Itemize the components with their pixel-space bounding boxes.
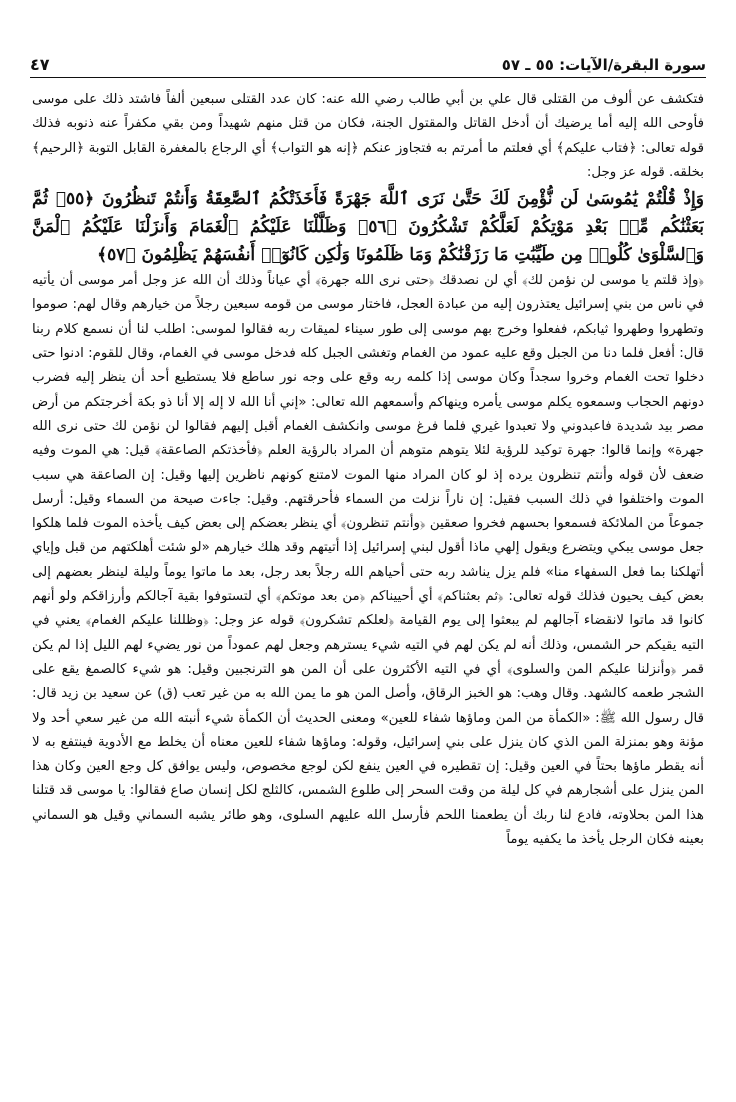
commentary-body <box>32 88 704 1084</box>
header-rule <box>30 77 706 78</box>
page-number: ٤٧ <box>30 55 50 74</box>
running-header <box>30 44 706 74</box>
paragraph-tafsir: ﴿وإذ قلتم يا موسى لن نؤمن لك﴾ أي لن نصدقك ﴿حتى نرى الله جهرة﴾ أي عياناً وذلك أن الله عز وجل أمر موسى أن يأتيه في ناس من بني إسرائيل يعتذرون إليه من عبادة العجل، فاختار موسى من قومه سبعين رجلاً من خيارهم وقال لهم: صوموا وتطهروا وطهروا ثيابكم، ففعلوا وخرج بهم موسى إلى طور سيناء لميقات ربه فقالوا لموسى: اطلب لنا أن نسمع كلام ربنا قال: أفعل فلما دنا من الجبل وقع عليه عمود من الغمام وتغشى الجبل كله فدخل موسى في الغمام، وقال للقوم: ادنوا حتى دخلوا تحت الغمام وخروا سجداً وكان موسى إذا كلمه ربه وقع على وجه نور ساطع فلا يستطيع أحد أن ينظر إليه فضرب دونهم الحجاب وسمعوه يكلم موسى يأمره وينهاكم وأسمعهم الله تعالى: «إني أنا الله لا إله إلا أنا ذو بكة أخرجتكم من أرض مصر بيد شديدة فاعبدوني ولا تعبدوا غيري فلما فرغ موسى وانكشف الغمام أقبل إليهم فقالوا لن نؤمن لك حتى نرى الله جهرة» وإنما قالوا: جهرة توكيد للرؤية لئلا يتوهم متوهم أن المراد بالرؤية العلم ﴿فأخذتكم الصاعقة﴾ قيل: هي الموت وفيه ضعف لأن قوله وأنتم تنظرون يرده إذ لو كان المراد منها الموت لامتنع كونهم ناظرين إليها وقيل: إن الصاعقة هي سبب الموت واختلفوا في ذلك السبب فقيل: إن ناراً نزلت من السماء فأحرقتهم. وقيل: جاءت صيحة من السماء وقيل: أرسل جموعاً من الملائكة فسمعوا بحسهم فخروا صعقين ﴿وأنتم تنظرون﴾ أي ينظر بعضكم إلى بعض كيف يأخذه الموت فلما هلكوا جعل موسى يبكي ويتضرع ويقول إلهي ماذا أقول لبني إسرائيل إذا أتيتهم وقد هلك خيارهم «لو شئت أهلكتهم من قبل وإياي أتهلكنا بما فعل السفهاء منا» فلم يزل يناشد ربه حتى أحياهم الله رجلاً بعد رجل، بعد ما ماتوا يوماً وليلة لينظر بعضهم إلى بعض كيف يحيون فذلك قوله تعالى: ﴿ثم بعثناكم﴾ أي أحييناكم ﴿من بعد موتكم﴾ أي لتستوفوا بقية آجالكم وأرزاقكم ولو أنهم كانوا قد ماتوا لانقضاء آجالهم لم يبعثوا إلى يوم القيامة ﴿لعلكم تشكرون﴾ قوله عز وجل: ﴿وظللنا عليكم الغمام﴾ يعني في التيه يقيكم حر الشمس، وذلك أنه لم يكن لهم في التيه شيء يسترهم وجعل لهم عموداً من نور يضيء لهم الليل إذا لم يكن قمر ﴿وأنزلنا عليكم المن والسلوى﴾ أي في التيه الأكثرون على أن المن هو الترنجبين وقيل: هو شيء كالصمغ يقع على الشجر طعمه كالشهد. وقال وهب: هو الخبز الرقاق، وأصل المن هو ما يمن الله به من غير تعب (ق) عن سعيد بن زيد قال: قال رسول الله ﷺ: «الكمأة من المن وماؤها شفاء للعين» ومعنى الحديث أن الكمأة شيء أنبته الله من غير سعي أحد ولا مؤنة وهو بمنزلة المن الذي كان ينزل على بني إسرائيل، وقوله: وماؤها شفاء للعين معناه أن يخلط مع الأدوية فينتفع به لا أنه يقطر ماؤها بحتاً في العين وقيل: إن تقطيره في العين ينفع لكن لوجع مخصوص، وليس يوافق كل وجع العين وكان هذا المن ينزل على أشجارهم في كل ليلة من وقت السحر إلى طلوع الشمس، كالثلج لكل إنسان صاع فقالوا: يا موسى قد قتلنا هذا المن بحلاوته، فادع لنا ربك أن يطعمنا اللحم فأرسل الله عليهم السلوى، وهو طائر يشبه السماني وقيل هو السماني بعينه فكان الرجل يأخذ ما يكفيه يوماً <box>32 273 704 848</box>
surah-title: سورة البقرة/الآيات: ٥٥ ـ ٥٧ <box>501 56 706 74</box>
quran-verse-block: وَإِذْ قُلْتُمْ يَٰمُوسَىٰ لَن نُّؤْمِنَ لَكَ حَتَّىٰ نَرَى ٱللَّهَ جَهْرَةً فَأَخَذَتْكُمُ ٱلصَّٰعِقَةُ وَأَنتُمْ تَنظُرُونَ ﴿٥٥﴾ ثُمَّ بَعَثْنَٰكُم مِّنۢ بَعْدِ مَوْتِكُمْ لَعَلَّكُمْ تَشْكُرُونَ ﴿٥٦﴾ وَظَلَّلْنَا عَلَيْكُمُ ٱلْغَمَامَ وَأَنزَلْنَا عَلَيْكُمُ ٱلْمَنَّ وَٱلسَّلْوَىٰ كُلُوا۟ مِن طَيِّبَٰتِ مَا رَزَقْنَٰكُمْ وَمَا ظَلَمُونَا وَلَٰكِن كَانُوٓا۟ أَنفُسَهُمْ يَظْلِمُونَ ﴿٥٧﴾ <box>32 189 704 266</box>
paragraph-intro: فتكشف عن ألوف من القتلى قال علي بن أبي طالب رضي الله عنه: كان عدد القتلى سبعين ألفاً فاشتد ذلك على موسى فأوحى الله إليه أما يرضيك أن أدخل القاتل والمقتول الجنة، فكان من قتل منهم شهيداً ومن بقي مكفراً عنه ذنوبه فذلك قوله تعالى: ﴿فتاب عليكم﴾ أي فعلتم ما أمرتم به فتجاوز عنكم ﴿إنه هو التواب﴾ أي الرجاع بالمغفرة القابل التوبة ﴿الرحيم﴾ بخلقه. قوله عز وجل: <box>32 92 704 180</box>
